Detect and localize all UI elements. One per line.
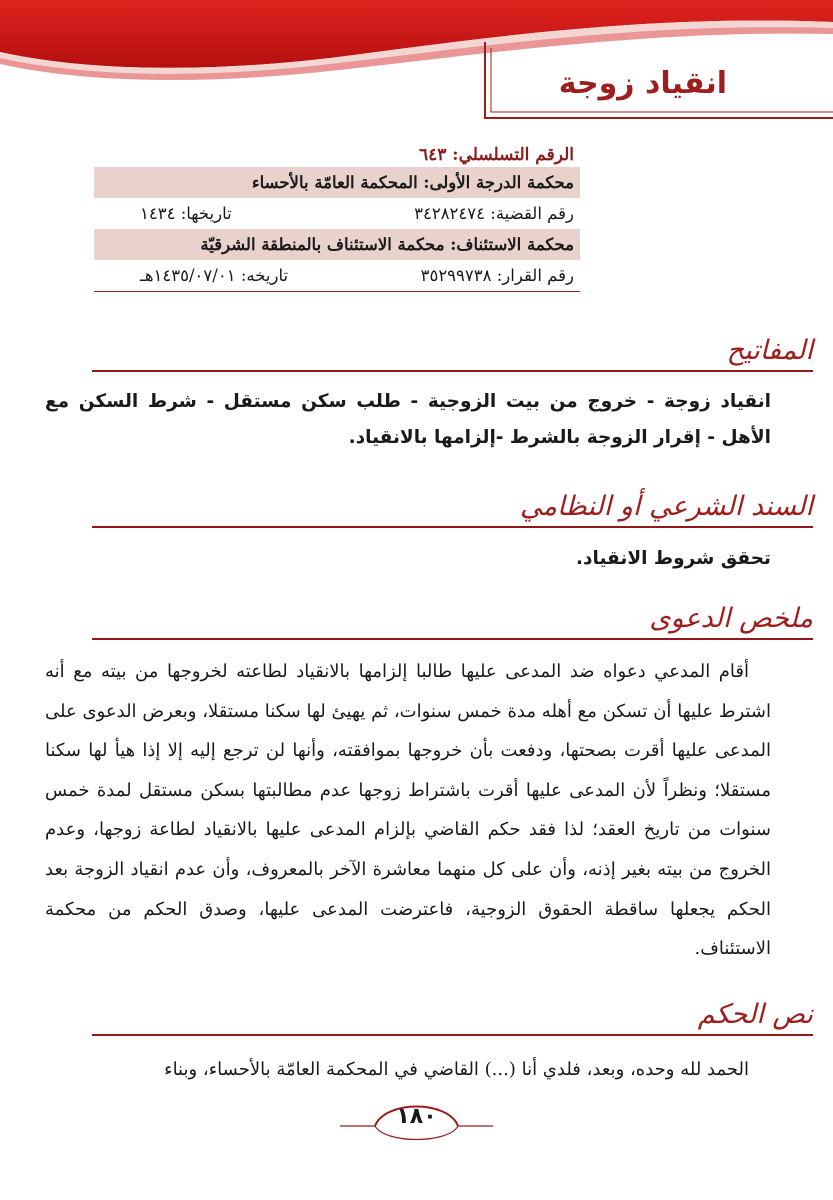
section-summary-title: ملخص الدعوى [649, 603, 813, 634]
section-basis-heading [92, 478, 813, 528]
page-title: انقياد زوجة [558, 65, 727, 101]
decision-number: رقم القرار: ٣٥٢٩٩٧٣٨ [420, 266, 574, 285]
section-basis-title: السند الشرعي أو النظامي [520, 491, 813, 522]
section-keys-heading [92, 322, 813, 372]
first-court-row [94, 167, 580, 198]
summary-body: أقام المدعي دعواه ضد المدعى عليها طالبا إلزامها بالانقياد لطاعته لخروجها من بيته مع أنه اشترط عليها أن تسكن مع أهله مدة خمس سنوات، ثم يهيئ لها سكنا مستقلا، وبعرض الدعوى على المدعى عليها أقرت بصحتها، ودفعت بأن خروجها بموافقته، وأنها لن ترجع إليه إلا إذا هيأ لها سكنا مستقلا؛ ونظراً لأن المدعى عليها أقرت باشتراط زوجها عدم مطالبتها بسكن مستقل لمدة خمس سنوات من تاريخ العقد؛ لذا فقد حكم القاضي بإلزام المدعى عليها بالانقياد لطاعة زوجها، وعدم الخروج من بيته بغير إذنه، وأن على كل منهما معاشرة الآخر بالمعروف، وأن عدم انقياد الزوجة بعد الحكم يجعلها ساقطة الحقوق الزوجية، فاعترضت المدعى عليها، وصدق الحكم من محكمة الاستئناف. [45, 661, 771, 960]
case-date: تاريخها: ١٤٣٤ [140, 204, 232, 223]
serial-number: الرقم التسلسلي: ٦٤٣ [418, 145, 574, 165]
divider [92, 1034, 813, 1036]
section-summary-heading [92, 590, 813, 640]
case-number: رقم القضية: ٣٤٢٨٢٤٧٤ [414, 204, 574, 223]
section-verdict-heading [92, 986, 813, 1036]
verdict-body: الحمد لله وحده، وبعد، فلدي أنا (...) القاضي في المحكمة العامّة بالأحساء، وبناء [164, 1059, 749, 1080]
divider [92, 370, 813, 372]
case-info [94, 143, 580, 292]
summary-text [45, 652, 771, 969]
divider [92, 638, 813, 640]
divider [92, 526, 813, 528]
decision-date: تاريخه: ١٤٣٥/٠٧/٠١هـ [140, 266, 289, 285]
appeal-court-row [94, 229, 580, 260]
page-number: ١٨٠ [396, 1104, 437, 1129]
title-box [481, 42, 833, 118]
first-court: محكمة الدرجة الأولى: المحكمة العامّة بالأحساء [251, 173, 574, 192]
decision-row [94, 260, 580, 292]
appeal-court: محكمة الاستئناف: محكمة الاستئناف بالمنطقة الشرقيّة [200, 235, 574, 254]
section-verdict-title: نص الحكم [697, 999, 813, 1030]
verdict-text [45, 1050, 771, 1090]
section-keys-title: المفاتيح [726, 335, 813, 366]
basis-text: تحقق شروط الانقياد. [576, 548, 771, 569]
keys-text: انقياد زوجة - خروج من بيت الزوجية - طلب سكن مستقل - شرط السكن مع الأهل - إقرار الزوجة بالشرط -إلزامها بالانقياد. [45, 391, 771, 448]
case-number-row [94, 198, 580, 229]
page-number-ornament [0, 1098, 833, 1148]
